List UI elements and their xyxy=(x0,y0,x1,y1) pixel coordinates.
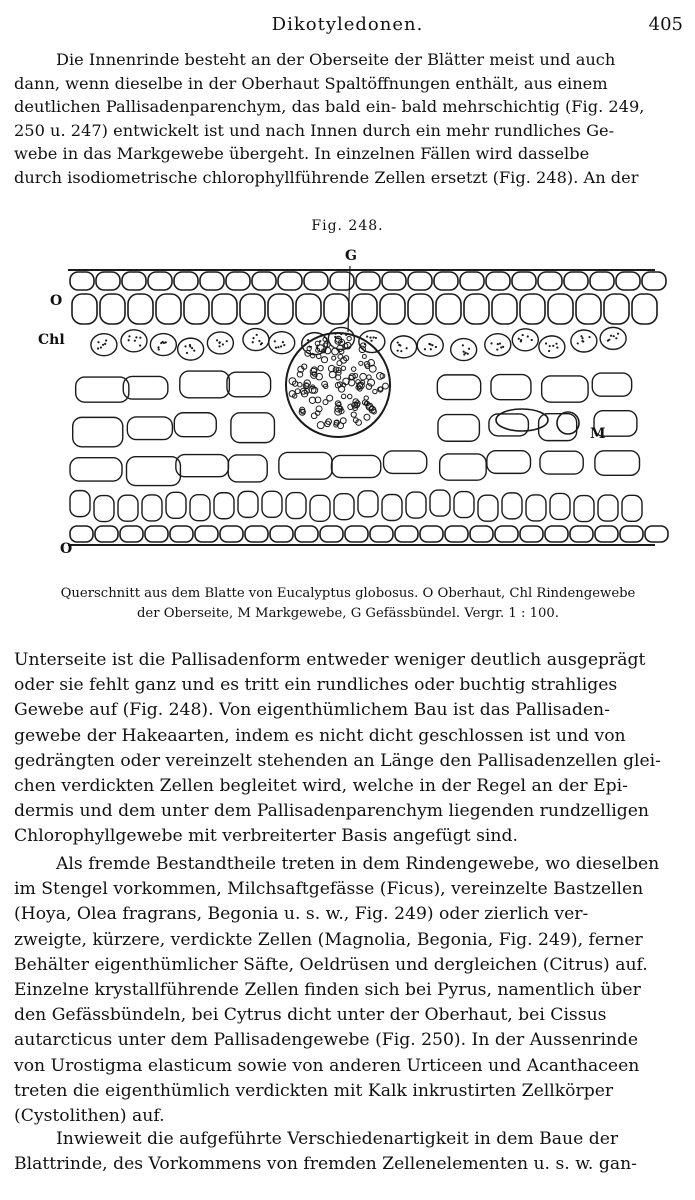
mesophyll-cell xyxy=(489,414,528,436)
chloroplast-dot xyxy=(617,333,619,335)
chloroplast-dot xyxy=(283,344,285,346)
bundle-cell xyxy=(383,383,389,389)
epidermis-cell xyxy=(195,526,218,542)
epidermis-cell xyxy=(590,272,614,290)
palisade-cell xyxy=(156,294,181,324)
chlorophyll-cell xyxy=(269,332,295,354)
chloroplast-dot xyxy=(100,346,102,348)
chloroplast-dot xyxy=(430,343,432,345)
lower-cell xyxy=(166,492,186,518)
epidermis-cell xyxy=(382,272,406,290)
chloroplast-dot xyxy=(431,344,433,346)
chloroplast-dot xyxy=(104,343,106,345)
epidermis-cell xyxy=(642,272,666,290)
chloroplast-dot xyxy=(588,336,590,338)
mesophyll-cell xyxy=(227,372,271,397)
paragraph-inwieweit xyxy=(14,1127,682,1177)
epidermis-cell xyxy=(120,526,143,542)
epidermis-cell xyxy=(545,526,568,542)
epidermis-cell xyxy=(245,526,268,542)
bundle-cell xyxy=(378,387,382,391)
bundle-cell xyxy=(332,356,336,360)
bundle-cell xyxy=(369,365,376,372)
chloroplast-dot xyxy=(191,347,193,349)
chloroplast-dot xyxy=(184,345,186,347)
epidermis-cell xyxy=(370,526,393,542)
chloroplast-dot xyxy=(464,352,466,354)
palisade-cell xyxy=(380,294,405,324)
epidermis-cell xyxy=(570,526,593,542)
palisade-cell xyxy=(520,294,545,324)
chloroplast-dot xyxy=(226,340,228,342)
caption-line: der Oberseite, M Markgewebe, G Gefässbündel. Vergr. 1 : 100. xyxy=(136,606,559,621)
lower-cell xyxy=(142,495,162,521)
text-line: im Stengel vorkommen, Milchsaftgefässe (Ficus), vereinzelte Bastzellen xyxy=(14,879,644,900)
chloroplast-dot xyxy=(105,339,107,341)
chloroplast-dot xyxy=(549,345,551,347)
chloroplast-dot xyxy=(548,350,550,352)
mesophyll-cell xyxy=(440,454,487,480)
chloroplast-dot xyxy=(531,339,533,341)
bundle-cell xyxy=(311,413,317,419)
chloroplast-dot xyxy=(193,350,195,352)
bundle-cell xyxy=(359,361,363,365)
text-line: oder sie fehlt ganz und es tritt ein rundliches oder buchtig strahliges xyxy=(14,675,618,696)
bundle-cell xyxy=(338,354,343,359)
chloroplast-dot xyxy=(102,344,104,346)
epidermis-cell xyxy=(148,272,172,290)
text-line: Behälter eigenthümlicher Säfte, Oeldrüsen und dergleichen (Citrus) auf. xyxy=(14,954,648,975)
epidermis-cell xyxy=(122,272,146,290)
epidermis-cell xyxy=(345,526,368,542)
palisade-cell xyxy=(296,294,321,324)
chloroplast-dot xyxy=(398,344,400,346)
lower-cell xyxy=(598,495,618,521)
lower-cell xyxy=(550,493,570,519)
mesophyll-cell xyxy=(174,413,216,437)
palisade-cell xyxy=(352,294,377,324)
palisade-cell xyxy=(240,294,265,324)
epidermis-cell xyxy=(595,526,618,542)
lower-cell xyxy=(478,495,498,521)
page-header xyxy=(0,14,695,40)
label-m: M xyxy=(590,426,606,442)
epidermis-cell xyxy=(520,526,543,542)
chloroplast-dot xyxy=(424,348,426,350)
chloroplast-dot xyxy=(134,340,136,342)
epidermis-cell xyxy=(220,526,243,542)
bundle-cell xyxy=(300,388,306,394)
epidermis-cell xyxy=(420,526,443,542)
bundle-cell xyxy=(364,414,370,420)
chloroplast-dot xyxy=(581,337,583,339)
text-line: Gewebe auf (Fig. 248). Von eigenthümlichem Bau ist das Pallisaden- xyxy=(14,700,610,721)
chloroplast-dot xyxy=(397,350,399,352)
chloroplast-dot xyxy=(468,348,470,350)
epidermis-cell xyxy=(304,272,328,290)
chloroplast-dot xyxy=(275,347,277,349)
chloroplast-dot xyxy=(520,340,522,342)
mesophyll-cell xyxy=(540,451,583,474)
mesophyll-cell xyxy=(231,413,275,443)
lower-cell xyxy=(526,495,546,521)
palisade-cell xyxy=(436,294,461,324)
chloroplast-dot xyxy=(135,336,137,338)
palisade-cell xyxy=(548,294,573,324)
mesophyll-cell xyxy=(123,376,168,399)
bundle-cell xyxy=(341,366,345,370)
chloroplast-dot xyxy=(430,348,432,350)
text-line: webe in das Markgewebe übergeht. In einzelnen Fällen wird dasselbe xyxy=(14,144,590,163)
chloroplast-dot xyxy=(218,345,220,347)
bundle-cell xyxy=(373,389,377,393)
bundle-cell xyxy=(323,400,328,405)
chloroplast-dot xyxy=(499,342,501,344)
mesophyll-cell xyxy=(595,451,640,475)
chloroplast-dot xyxy=(375,337,377,339)
chloroplast-dot xyxy=(277,346,279,348)
mesophyll-cell xyxy=(70,458,122,481)
text-line: gewebe der Hakeaarten, indem es nicht dicht geschlossen ist und von xyxy=(14,725,626,746)
lower-cell xyxy=(430,490,450,516)
bundle-cell xyxy=(347,394,352,399)
chloroplast-dot xyxy=(128,339,130,341)
bundle-cell xyxy=(364,396,368,400)
epidermis-cell xyxy=(174,272,198,290)
mesophyll-cell xyxy=(437,375,480,400)
lower-cell xyxy=(406,492,426,518)
text-line: 250 u. 247) entwickelt ist und nach Innen durch ein mehr rundliches Ge- xyxy=(14,120,615,140)
epidermis-cell xyxy=(356,272,380,290)
lower-cell xyxy=(454,492,474,518)
chloroplast-dot xyxy=(256,334,258,336)
epidermis-cell xyxy=(616,272,640,290)
epidermis-cell xyxy=(512,272,536,290)
chloroplast-dot xyxy=(552,345,554,347)
chloroplast-dot xyxy=(496,348,498,350)
lower-cell xyxy=(574,496,594,522)
chloroplast-dot xyxy=(545,342,547,344)
palisade-cell xyxy=(604,294,629,324)
chloroplast-dot xyxy=(463,351,465,353)
chloroplast-dot xyxy=(139,337,141,339)
text-line: chen verdickten Zellen begleitet wird, welche in der Regel an der Epi- xyxy=(14,775,628,796)
bundle-cell xyxy=(349,374,355,380)
epidermis-cell xyxy=(445,526,468,542)
epidermis-cell xyxy=(564,272,588,290)
mesophyll-cell xyxy=(176,455,229,477)
chlorophyll-cell xyxy=(512,329,538,351)
bundle-cell xyxy=(332,348,339,355)
label-g: G xyxy=(345,248,357,264)
epidermis-cell xyxy=(70,272,94,290)
text-line: von Urostigma elasticum sowie von anderen Urticeen und Acanthaceen xyxy=(14,1055,640,1076)
palisade-cell xyxy=(268,294,293,324)
caption-line: Querschnitt aus dem Blatte von Eucalyptus globosus. O Oberhaut, Chl Rindengewebe xyxy=(60,586,636,601)
bundle-cell xyxy=(341,394,345,398)
epidermis-cell xyxy=(460,272,484,290)
mesophyll-cell xyxy=(76,377,129,402)
bundle-cell xyxy=(317,422,324,429)
palisade-cell xyxy=(100,294,125,324)
chloroplast-dot xyxy=(97,341,99,343)
chlorophyll-cell xyxy=(451,339,477,361)
figure-caption xyxy=(14,584,682,624)
chloroplast-dot xyxy=(158,348,160,350)
chloroplast-dot xyxy=(280,345,282,347)
palisade-cell xyxy=(212,294,237,324)
running-title: Dikotyledonen. xyxy=(271,14,424,35)
text-line: Unterseite ist die Pallisadenform entweder weniger deutlich ausgeprägt xyxy=(14,650,646,670)
chloroplast-dot xyxy=(467,353,469,355)
paragraph-fremde-bestandtheile xyxy=(14,852,682,1129)
bundle-cell xyxy=(360,373,367,380)
bundle-cell xyxy=(318,365,323,370)
bundle-cell xyxy=(340,418,346,424)
palisade-cell xyxy=(408,294,433,324)
bundle-cell xyxy=(351,367,355,371)
text-line: Chlorophyllgewebe mit verbreiterter Basis angefügt sind. xyxy=(14,826,518,847)
epidermis-cell xyxy=(295,526,318,542)
epidermis-cell xyxy=(495,526,518,542)
epidermis-cell xyxy=(145,526,168,542)
chloroplast-dot xyxy=(582,340,584,342)
marrow-cell xyxy=(557,412,579,434)
epidermis-cell xyxy=(200,272,224,290)
chloroplast-dot xyxy=(518,338,520,340)
text-line: autarcticus unter dem Pallisadengewebe (Fig. 250). In der Aussenrinde xyxy=(14,1030,639,1051)
chloroplast-dot xyxy=(502,346,504,348)
palisade-cell xyxy=(324,294,349,324)
text-line: Inwieweit die aufgeführte Verschiedenartigkeit in dem Baue der xyxy=(56,1129,619,1149)
epidermis-cell xyxy=(252,272,276,290)
lower-cell xyxy=(334,494,354,520)
text-line: Blattrinde, des Vorkommens von fremden Zellenelementen u. s. w. gan- xyxy=(14,1154,637,1175)
palisade-cell xyxy=(576,294,601,324)
palisade-cell xyxy=(632,294,657,324)
chloroplast-dot xyxy=(615,337,617,339)
epidermis-cell xyxy=(395,526,418,542)
chloroplast-dot xyxy=(580,335,582,337)
chloroplast-dot xyxy=(462,344,464,346)
palisade-cell xyxy=(464,294,489,324)
chloroplast-dot xyxy=(435,346,437,348)
bundle-cell xyxy=(347,336,351,340)
lower-cell xyxy=(94,496,114,522)
chloroplast-dot xyxy=(282,341,284,343)
chlorophyll-cell xyxy=(539,336,565,358)
chloroplast-dot xyxy=(577,342,579,344)
text-line: (Hoya, Olea fragrans, Begonia u. s. w., Fig. 249) oder zierlich ver- xyxy=(14,904,589,925)
palisade-cell xyxy=(492,294,517,324)
chloroplast-dot xyxy=(370,340,372,342)
epidermis-cell xyxy=(226,272,250,290)
epidermis-cell xyxy=(170,526,193,542)
chlorophyll-cell xyxy=(243,329,269,351)
chloroplast-dot xyxy=(613,335,615,337)
epidermis-cell xyxy=(538,272,562,290)
chlorophyll-cell xyxy=(391,336,417,358)
lower-cell xyxy=(502,493,522,519)
label-o-top: O xyxy=(50,293,63,309)
marrow-cell xyxy=(496,409,548,431)
epidermis-cell xyxy=(330,272,354,290)
chlorophyll-cell xyxy=(600,327,626,349)
mesophyll-cell xyxy=(127,417,172,440)
figure-number: Fig. 248. xyxy=(311,218,384,234)
mesophyll-cell xyxy=(542,376,588,402)
chloroplast-dot xyxy=(610,335,612,337)
epidermis-cell xyxy=(270,526,293,542)
chlorophyll-cell xyxy=(150,334,176,356)
lower-cell xyxy=(190,495,210,521)
lower-cell xyxy=(118,495,138,521)
epidermis-cell xyxy=(408,272,432,290)
text-line: Als fremde Bestandtheile treten in dem Rindengewebe, wo dieselben xyxy=(56,854,660,874)
chloroplast-dot xyxy=(139,344,141,346)
epidermis-cell xyxy=(434,272,458,290)
palisade-cell xyxy=(72,294,97,324)
chloroplast-dot xyxy=(258,340,260,342)
text-line: den Gefässbündeln, bei Cytrus dicht unter der Oberhaut, bei Cissus xyxy=(14,1005,607,1026)
figure-leaf-cross-section xyxy=(30,240,680,580)
mesophyll-cell xyxy=(331,455,380,477)
mesophyll-cell xyxy=(228,455,267,482)
lower-cell xyxy=(358,491,378,517)
bundle-cell xyxy=(298,382,302,386)
chloroplast-dot xyxy=(369,337,371,339)
mesophyll-cell xyxy=(73,417,123,446)
chloroplast-dot xyxy=(527,335,529,337)
chloroplast-dot xyxy=(219,341,221,343)
chloroplast-dot xyxy=(522,334,524,336)
epidermis-cell xyxy=(278,272,302,290)
chloroplast-dot xyxy=(186,352,188,354)
chloroplast-dot xyxy=(366,335,368,337)
lower-cell xyxy=(286,493,306,519)
leaf-cross-section-illustration xyxy=(30,240,680,580)
text-line: dermis und dem unter dem Pallisadenparenchym liegenden rundzelligen xyxy=(14,801,649,822)
lower-cell xyxy=(622,495,642,521)
mesophyll-cell xyxy=(279,452,332,479)
chloroplast-dot xyxy=(160,342,162,344)
text-line: Die Innenrinde besteht an der Oberseite der Blätter meist und auch xyxy=(56,50,616,69)
chloroplast-dot xyxy=(497,343,499,345)
label-chl: Chl xyxy=(38,332,65,348)
chloroplast-dot xyxy=(372,336,374,338)
bundle-cell xyxy=(295,389,300,394)
chloroplast-dot xyxy=(189,344,191,346)
chloroplast-dot xyxy=(400,350,402,352)
lower-cell xyxy=(214,493,234,519)
chloroplast-dot xyxy=(216,339,218,341)
lower-cell xyxy=(310,495,330,521)
paragraph-unterseite xyxy=(14,648,682,850)
bundle-cell xyxy=(351,412,356,417)
lower-cell xyxy=(238,491,258,517)
page-number: 405 xyxy=(648,14,683,35)
epidermis-cell xyxy=(95,526,118,542)
epidermis-cell xyxy=(96,272,120,290)
epidermis-cell xyxy=(645,526,668,542)
palisade-cell xyxy=(128,294,153,324)
chloroplast-dot xyxy=(556,346,558,348)
epidermis-cell xyxy=(486,272,510,290)
lower-cell xyxy=(382,495,402,521)
chloroplast-dot xyxy=(163,342,165,344)
palisade-cell xyxy=(184,294,209,324)
chloroplast-dot xyxy=(490,342,492,344)
text-line: dann, wenn dieselbe in der Oberhaut Spaltöffnungen enthält, aus einem xyxy=(14,73,608,93)
chloroplast-dot xyxy=(406,347,408,349)
mesophyll-cell xyxy=(127,457,181,486)
chlorophyll-cell xyxy=(178,338,204,360)
text-line: gedrängten oder vereinzelt stehenden an Länge den Pallisadenzellen glei- xyxy=(14,750,661,771)
text-line: zweigte, kürzere, verdickte Zellen (Magnolia, Begonia, Fig. 249), ferner xyxy=(14,929,643,950)
bundle-cell xyxy=(321,357,327,363)
chloroplast-dot xyxy=(222,343,224,345)
lower-cell xyxy=(70,491,90,517)
label-o-bottom: O xyxy=(60,541,73,557)
mesophyll-cell xyxy=(592,373,631,396)
chloroplast-dot xyxy=(252,337,254,339)
chloroplast-dot xyxy=(608,339,610,341)
chloroplast-dot xyxy=(128,335,130,337)
epidermis-cell xyxy=(620,526,643,542)
text-line: deutlichen Pallisadenparenchym, das bald ein- bald mehrschichtig (Fig. 249, xyxy=(14,97,645,116)
epidermis-cell xyxy=(470,526,493,542)
text-line: durch isodiometrische chlorophyllführende Zellen ersetzt (Fig. 248). An der xyxy=(14,167,639,187)
mesophyll-cell xyxy=(438,415,479,442)
text-line: Einzelne krystallführende Zellen finden sich bei Pyrus, namentlich über xyxy=(14,979,641,1000)
chloroplast-dot xyxy=(97,347,99,349)
chloroplast-dot xyxy=(261,342,263,344)
epidermis-cell xyxy=(70,526,93,542)
chloroplast-dot xyxy=(274,340,276,342)
text-line: (Cystolithen) auf. xyxy=(14,1105,165,1126)
lower-cell xyxy=(262,491,282,517)
text-line: treten die eigenthümlich verdickten mit Kalk inkrustirten Zellkörper xyxy=(14,1080,614,1101)
mesophyll-cell xyxy=(384,451,427,473)
mesophyll-cell xyxy=(180,371,230,398)
mesophyll-cell xyxy=(491,375,531,400)
mesophyll-cell xyxy=(487,451,531,474)
chloroplast-dot xyxy=(252,341,254,343)
chloroplast-dot xyxy=(397,341,399,343)
chloroplast-dot xyxy=(157,346,159,348)
paragraph-innenrinde xyxy=(14,48,682,189)
cell-drawing xyxy=(68,266,668,545)
epidermis-cell xyxy=(320,526,343,542)
chloroplast-dot xyxy=(555,343,557,345)
bundle-cell xyxy=(362,354,366,358)
